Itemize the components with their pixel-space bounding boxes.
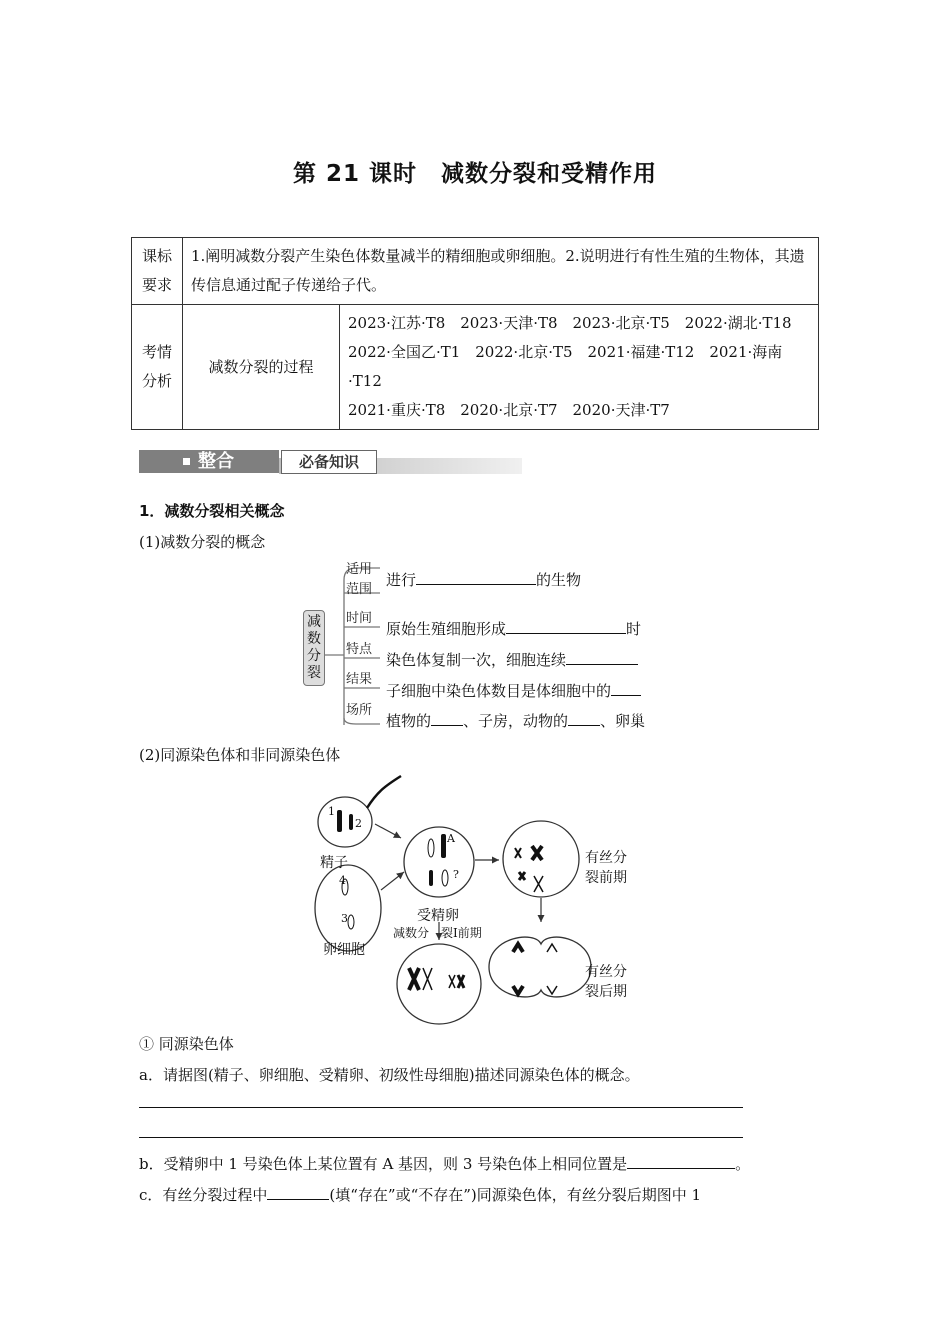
label-scope: 适用 范围 <box>346 562 373 597</box>
concept-diagram <box>300 560 660 735</box>
row2-topic: 减数分裂的过程 <box>183 305 340 430</box>
anaphase-label: 有丝分 裂后期 <box>585 964 627 1000</box>
row-scope-text: 进行 的生物 <box>386 571 582 589</box>
section-banner <box>139 450 522 479</box>
row2-refs: 2023·江苏·T8 2023·天津·T8 2023·北京·T5 2022·湖北·T18 2022·全国乙·T1 2022·北京·T5 2021·福建·T12 2021·海南 ·T12 2021·重庆·T8 2020·北京·T7 2020·天津·T7 <box>340 305 819 430</box>
banner-right: 必备知识 <box>281 450 377 474</box>
row-time-text: 原始生殖细胞形成 时 <box>386 620 642 638</box>
item-1: ① 同源染色体 <box>139 1035 234 1053</box>
num-label: 1 <box>328 805 335 818</box>
question-b: b．受精卵中 1 号染色体上某位置有 A 基因，则 3 号染色体上相同位置是 。 <box>139 1155 751 1173</box>
square-icon <box>183 458 190 465</box>
answer-line <box>139 1107 743 1108</box>
num-label: 4 <box>339 874 346 887</box>
section1-heading: 1．减数分裂相关概念 <box>139 502 285 520</box>
row2-label: 考情 分析 <box>132 305 183 430</box>
chromosome-figure <box>305 772 650 1027</box>
num-label: ? <box>453 868 459 881</box>
question-c: c．有丝分裂过程中 (填“存在”或“不存在”)同源染色体，有丝分裂后期图中 1 <box>139 1186 702 1204</box>
answer-line <box>139 1137 743 1138</box>
subheading-2: (2)同源染色体和非同源染色体 <box>139 746 341 764</box>
egg-label: 卵细胞 <box>323 942 365 958</box>
center-box: 减 数 分 裂 <box>303 610 325 686</box>
label-time: 时间 <box>346 611 373 626</box>
row-result-text: 子细胞中染色体数目是体细胞中的 <box>386 680 641 701</box>
meiosis-label: 减数分 裂Ⅰ前期 <box>393 926 482 940</box>
prophase-label: 有丝分 裂前期 <box>585 850 627 886</box>
row1-label: 课标 要求 <box>132 238 183 305</box>
sperm-label: 精子 <box>320 855 348 871</box>
banner-left: 整合 <box>198 451 234 472</box>
row1-content: 1.阐明减数分裂产生染色体数量减半的精细胞或卵细胞。2.说明进行有性生殖的生物体，其遗传信息通过配子传递给子代。 <box>183 238 819 305</box>
page-title: 第 21 课时 减数分裂和受精作用 <box>292 161 658 187</box>
question-a: a．请据图(精子、卵细胞、受精卵、初级性母细胞)描述同源染色体的概念。 <box>139 1066 640 1084</box>
label-feature: 特点 <box>346 642 373 657</box>
info-table <box>131 237 819 430</box>
num-label: 3 <box>341 912 348 925</box>
num-label: 2 <box>355 817 362 830</box>
label-result: 结果 <box>346 672 373 687</box>
row-feature-text: 染色体复制一次，细胞连续 <box>386 649 638 670</box>
label-place: 场所 <box>346 703 373 718</box>
num-label: A <box>447 832 455 845</box>
row-place-text: 植物的 、子房，动物的 、卵巢 <box>386 712 646 730</box>
subheading-1: (1)减数分裂的概念 <box>139 533 266 551</box>
zygote-label: 受精卵 <box>417 908 459 924</box>
